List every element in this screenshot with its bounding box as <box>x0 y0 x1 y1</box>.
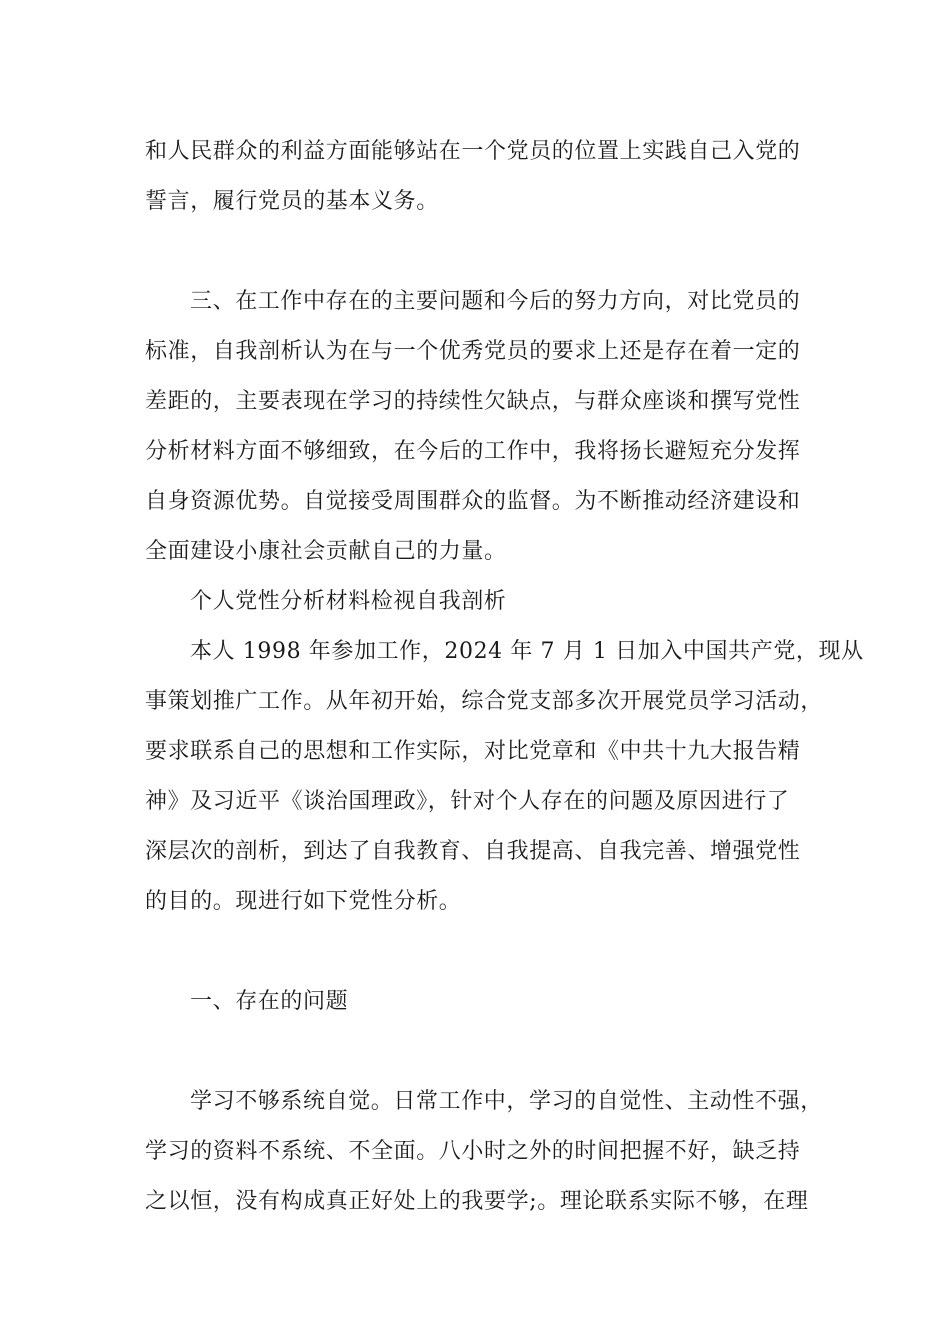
text-line: 差距的，主要表现在学习的持续性欠缺点，与群众座谈和撰写党性 <box>145 389 801 414</box>
text-line: 事策划推广工作。从年初开始，综合党支部多次开展党员学习活动， <box>145 689 824 714</box>
text-line: 深层次的剖析，到达了自我教育、自我提高、自我完善、增强党性 <box>145 839 801 864</box>
document-title: 个人党性分析材料检视自我剖析 <box>190 589 507 614</box>
text-line: 誓言，履行党员的基本义务。 <box>145 189 439 214</box>
text-line: 和人民群众的利益方面能够站在一个党员的位置上实践自己入党的 <box>145 139 801 164</box>
text-line: 分析材料方面不够细致，在今后的工作中，我将扬长避短充分发挥 <box>145 439 801 464</box>
text-line: 的目的。现进行如下党性分析。 <box>145 889 462 914</box>
text-line: 神》及习近平《谈治国理政》，针对个人存在的问题及原因进行了 <box>145 789 790 814</box>
text-line: 本人 1998 年参加工作，2024 年 7 月 1 日加入中国共产党，现从 <box>190 639 864 664</box>
section-heading: 一、存在的问题 <box>190 989 349 1014</box>
text-line: 学习不够系统自觉。日常工作中，学习的自觉性、主动性不强， <box>190 1089 823 1114</box>
text-line: 标准，自我剖析认为在与一个优秀党员的要求上还是存在着一定的 <box>145 339 801 364</box>
text-line: 之以恒，没有构成真正好处上的我要学;。理论联系实际不够，在理 <box>145 1189 809 1214</box>
text-line: 要求联系自己的思想和工作实际，对比党章和《中共十九大报告精 <box>145 739 801 764</box>
section-heading: 三、在工作中存在的主要问题和今后的努力方向，对比党员的 <box>190 289 801 314</box>
text-line: 全面建设小康社会贡献自己的力量。 <box>145 539 507 564</box>
text-line: 学习的资料不系统、不全面。八小时之外的时间把握不好，缺乏持 <box>145 1139 801 1164</box>
text-line: 自身资源优势。自觉接受周围群众的监督。为不断推动经济建设和 <box>145 489 801 514</box>
